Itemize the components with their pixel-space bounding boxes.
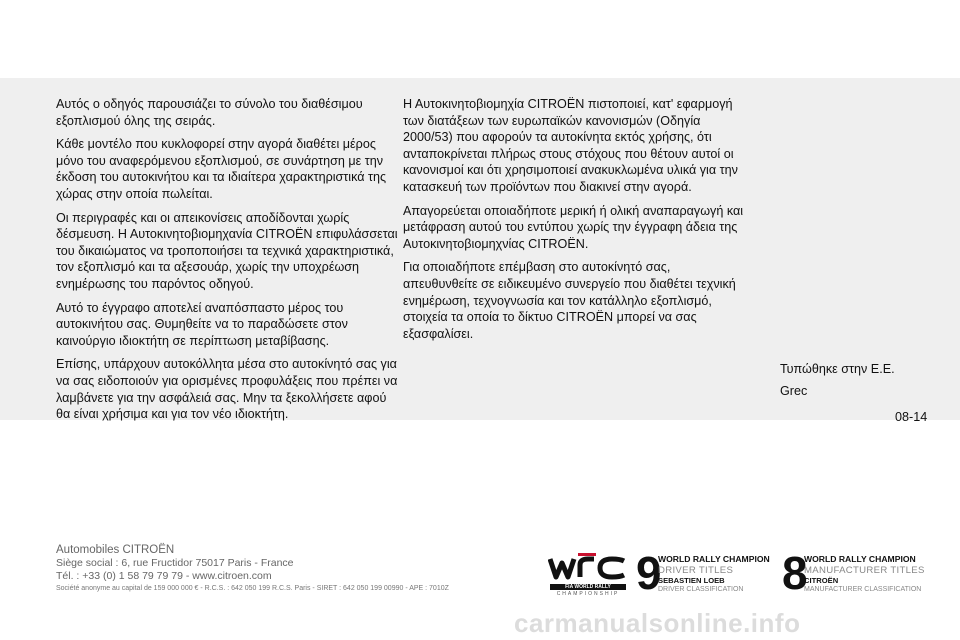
driver-titles-line4: DRIVER CLASSIFICATION [658, 586, 744, 593]
left-text-column [56, 96, 398, 430]
manufacturer-titles-line1: WORLD RALLY CHAMPION [804, 554, 916, 564]
paragraph-certification: Η Αυτοκινητοβιομηχία CITROËN πιστοποιεί, κατ' εφαρμογή των διατάξεων των ευρωπαϊκών κανονισμών (Οδηγία 2000/53) που αφορούν τα αυτοκίνητα εκτός χρήσης, ότι ανταποκρίνεται πλήρως στους στόχους που θέτουν αυτοί οι κανονισμοί και ότι χρησιμοποιεί ανακυκλωμένα υλικά για την κατασκευή των προϊόντων που διακινεί στην αγορά. [403, 97, 738, 194]
driver-titles-badge [636, 547, 782, 599]
driver-titles-line1: WORLD RALLY CHAMPION [658, 554, 770, 564]
paragraph-service: Για οποιαδήποτε επέμβαση στο αυτοκίνητό σας, απευθυνθείτε σε ειδικευμένο συνεργείο που διαθέτει τεχνική ενημέρωση, τεχνογνωσία και τον κατάλληλο εξοπλισμό, στοιχεία τα οποία το δίκτυο CITROËN μπορεί να σας εξασφαλίσει. [403, 260, 736, 341]
right-text-column [403, 96, 747, 349]
driver-titles-number: 9 [636, 547, 662, 599]
manufacturer-titles-line2: MANUFACTURER TITLES [804, 565, 925, 576]
paragraph-reproduction: Απαγορεύεται οποιαδήποτε μερική ή ολική αναπαραγωγή και μετάφραση αυτού του εντύπου χωρίς την έγγραφη άδεια της Αυτοκινητοβιομηχνίας CITROËN. [403, 203, 744, 251]
paragraph-document-ownership: Αυτό το έγγραφο αποτελεί αναπόσπαστο μέρος του αυτοκινήτου σας. Θυμηθείτε να το παραδώσετε στον καινούργιο ιδιοκτήτη σε περίπτωση μεταβίβασης. [56, 300, 348, 348]
wrc-logo [548, 553, 628, 597]
printed-in-eu: Τυπώθηκε στην Ε.Ε. [780, 362, 895, 376]
manufacturer-titles-number: 8 [782, 547, 808, 599]
wrc-mark-icon [548, 553, 628, 583]
driver-titles-line2: DRIVER TITLES [658, 565, 734, 576]
footer-legal: Société anonyme au capital de 159 000 000 € - R.C.S. : 642 050 199 R.C.S. Paris - SIRET : 642 050 199 00990 - APE : 7010Z [56, 585, 449, 592]
manufacturer-titles-badge [782, 547, 932, 599]
paragraph-descriptions: Οι περιγραφές και οι απεικονίσεις αποδίδονται χωρίς δέσμευση. Η Αυτοκινητοβιομηχανία CITROËN επιφυλάσσεται του δικαιώματος να τροποποιήσει τα τεχνικά χαρακτηριστικά, τον εξοπλισμό και τα αξεσουάρ, χωρίς την υποχρέωση ενημέρωσης του παρόντος οδηγού. [56, 210, 398, 291]
footer-address: Siège social : 6, rue Fructidor 75017 Paris - France [56, 557, 294, 569]
paragraph-model-equipment: Κάθε μοντέλο που κυκλοφορεί στην αγορά διαθέτει μέρος μόνο του αναφερόμενου εξοπλισμού, σε συνάρτηση με την έκδοση του αυτοκινήτου και τα ιδιαίτερα χαρακτηριστικά της χώρας στην οποία πωλείται. [56, 137, 387, 201]
paragraph-stickers: Επίσης, υπάρχουν αυτοκόλλητα μέσα στο αυτοκίνητό σας για να σας ειδοποιούν για ορισμένες προφυλάξεις που πρέπει να λαμβάνετε για την ασφάλειά σας. Μην τα ξεκολλήσετε αφού θα είναι χρήσιμα και για τον νέο ιδιοκτήτη. [56, 357, 398, 422]
manufacturer-titles-line3: CITROËN [804, 576, 839, 585]
manufacturer-titles-line4: MANUFACTURER CLASSIFICATION [804, 586, 922, 593]
footer-phone: Tél. : +33 (0) 1 58 79 79 79 - www.citroen.com [56, 570, 272, 582]
driver-titles-line3: SEBASTIEN LOEB [658, 576, 725, 585]
watermark: carmanualsonline.info [514, 608, 801, 638]
wrc-tagline: CHAMPIONSHIP [556, 591, 620, 597]
footer-company: Automobiles CITROËN [56, 544, 175, 556]
footer-address-block [56, 544, 449, 594]
language-label: Grec [780, 384, 808, 398]
page-number: 08-14 [895, 410, 928, 424]
paragraph-guide-scope: Αυτός ο οδηγός παρουσιάζει το σύνολο του διαθέσιμου εξοπλισμού όλης της σειράς. [56, 97, 363, 128]
wrc-subtitle: FIA WORLD RALLY [550, 584, 626, 590]
